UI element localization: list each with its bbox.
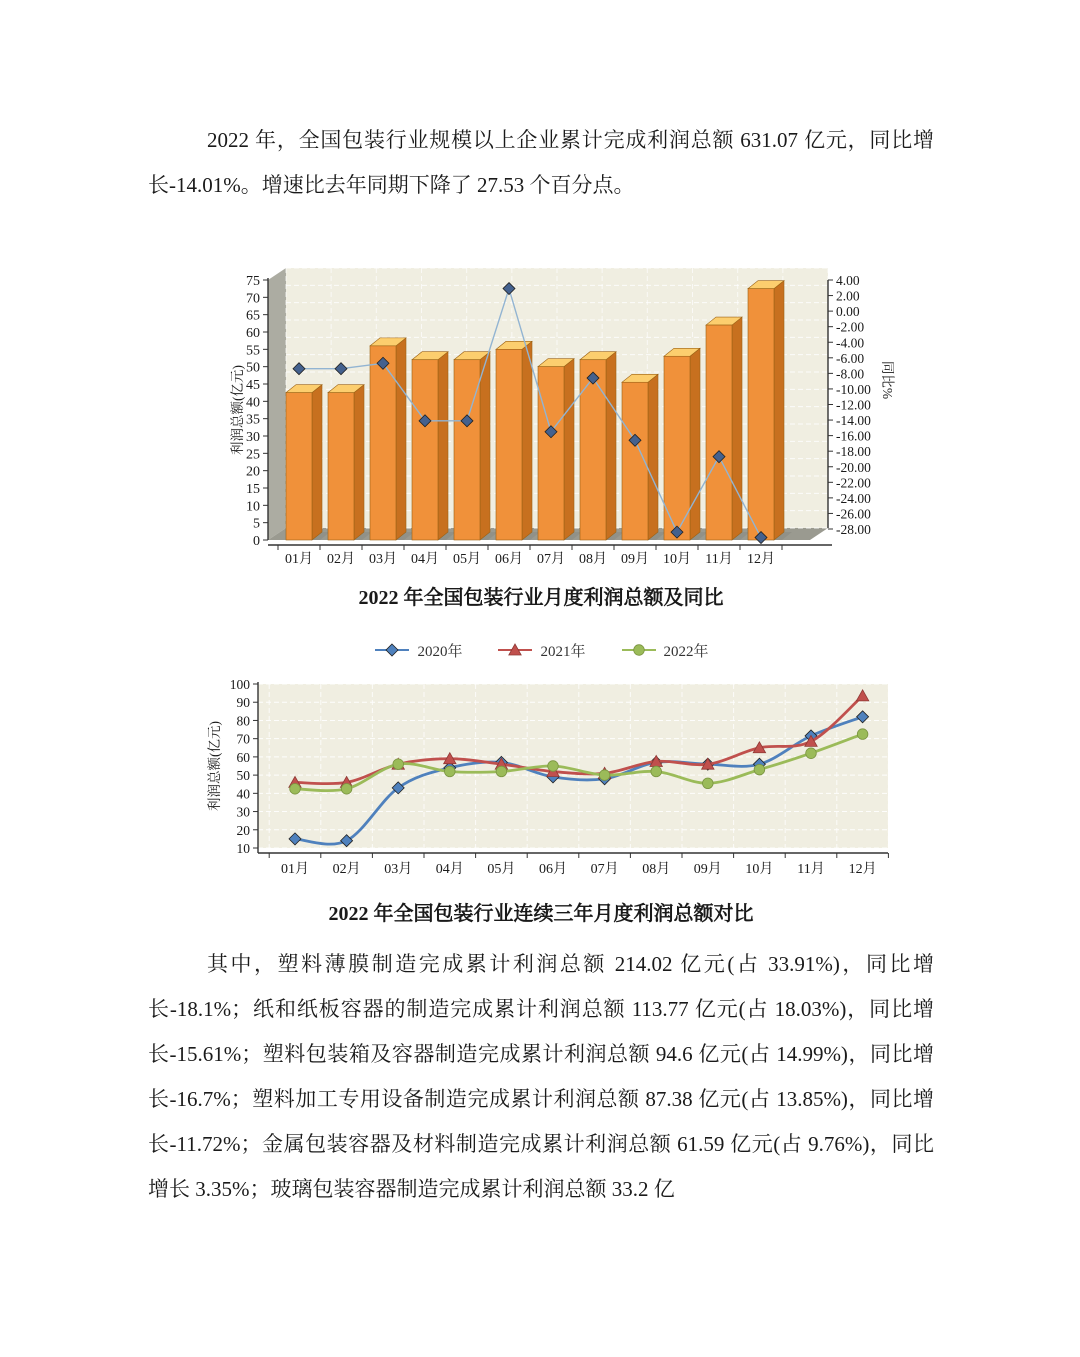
svg-text:70: 70 xyxy=(246,291,260,307)
svg-text:55: 55 xyxy=(246,343,260,359)
svg-text:10月: 10月 xyxy=(663,552,691,567)
chart2-tick-labels xyxy=(230,677,251,856)
chart1-left-axis-title: 利润总额(亿元) xyxy=(230,365,245,455)
legend-marker-2021-triangle-icon xyxy=(496,643,534,657)
point-2022年-04月 xyxy=(445,766,456,777)
bar-10月 xyxy=(664,348,700,540)
svg-text:02月: 02月 xyxy=(327,552,355,567)
svg-text:70: 70 xyxy=(236,731,250,747)
svg-text:30: 30 xyxy=(236,804,250,820)
bar-07月 xyxy=(538,359,574,540)
svg-text:02月: 02月 xyxy=(332,862,361,877)
chart1-right-axis-title: 同比% xyxy=(880,360,895,400)
svg-text:05月: 05月 xyxy=(453,552,481,567)
point-2022年-05月 xyxy=(496,766,507,777)
svg-text:15: 15 xyxy=(246,482,260,497)
left-wall xyxy=(268,268,286,540)
svg-text:04月: 04月 xyxy=(435,862,464,877)
svg-text:20: 20 xyxy=(246,464,260,480)
svg-text:4.00: 4.00 xyxy=(836,273,860,288)
chart1-right-tick-labels xyxy=(836,273,871,537)
chart2-month-labels xyxy=(281,861,877,877)
legend-item-2020 xyxy=(373,640,462,661)
svg-text:03月: 03月 xyxy=(384,862,413,877)
svg-text:03月: 03月 xyxy=(369,552,397,567)
svg-text:-14.00: -14.00 xyxy=(836,413,871,429)
svg-text:-4.00: -4.00 xyxy=(836,335,865,351)
svg-text:35: 35 xyxy=(246,412,260,428)
svg-text:12月: 12月 xyxy=(747,552,775,567)
svg-text:-28.00: -28.00 xyxy=(836,522,871,537)
intro-paragraph: 2022 年，全国包装行业规模以上企业累计完成利润总额 631.07 亿元，同比增长-14.01%。增速比去年同期下降了 27.53 个百分点。 xyxy=(148,128,934,197)
point-2022年-06月 xyxy=(548,761,559,772)
point-2022年-02月 xyxy=(341,783,352,794)
svg-text:04月: 04月 xyxy=(411,552,439,567)
bar-06月 xyxy=(496,341,532,540)
svg-text:-6.00: -6.00 xyxy=(836,350,865,366)
bar-03月 xyxy=(370,338,406,540)
svg-text:07月: 07月 xyxy=(590,862,619,877)
legend-label-2022: 2022年 xyxy=(663,643,709,660)
svg-text:-22.00: -22.00 xyxy=(836,475,871,491)
svg-text:30: 30 xyxy=(246,430,260,445)
bar-02月 xyxy=(328,385,364,540)
legend-item-2021 xyxy=(496,640,585,661)
legend-marker-2020-diamond-icon xyxy=(373,643,411,657)
svg-text:0: 0 xyxy=(253,534,260,549)
three-year-comparison-chart xyxy=(205,672,895,890)
point-2022年-01月 xyxy=(290,783,301,794)
chart2-legend xyxy=(148,637,934,663)
chart1-month-labels xyxy=(285,551,775,567)
svg-text:5: 5 xyxy=(253,516,260,532)
svg-text:60: 60 xyxy=(236,749,250,765)
svg-text:06月: 06月 xyxy=(539,862,567,877)
bar-11月 xyxy=(706,317,742,540)
svg-text:-24.00: -24.00 xyxy=(836,490,871,506)
svg-text:08月: 08月 xyxy=(642,862,671,877)
svg-text:40: 40 xyxy=(246,395,260,411)
chart1-left-tick-labels xyxy=(246,274,260,549)
legend-label-2020: 2020年 xyxy=(417,643,463,660)
legend-marker-2022-circle-icon xyxy=(620,643,658,657)
svg-text:-12.00: -12.00 xyxy=(836,397,871,413)
point-2022年-09月 xyxy=(703,778,714,789)
svg-text:-2.00: -2.00 xyxy=(836,319,865,335)
figure1-caption: 2022 年全国包装行业月度利润总额及同比 xyxy=(358,587,724,609)
point-2022年-12月 xyxy=(857,729,868,740)
svg-text:45: 45 xyxy=(246,378,260,393)
bar-08月 xyxy=(580,352,616,540)
report-content xyxy=(148,0,934,1212)
monthly-profit-and-yoy-chart xyxy=(228,258,900,576)
svg-text:-16.00: -16.00 xyxy=(836,428,871,444)
svg-text:-10.00: -10.00 xyxy=(836,381,871,397)
monthly-profit-figure xyxy=(228,258,900,576)
svg-text:01月: 01月 xyxy=(285,552,313,567)
svg-text:100: 100 xyxy=(229,677,250,692)
bar-09月 xyxy=(622,374,658,540)
svg-text:10月: 10月 xyxy=(745,862,774,877)
svg-text:80: 80 xyxy=(236,713,250,729)
bar-05月 xyxy=(454,352,490,540)
bar-04月 xyxy=(412,352,448,540)
three-year-comparison-figure xyxy=(205,672,895,890)
svg-text:-8.00: -8.00 xyxy=(836,366,865,382)
figure2-caption: 2022 年全国包装行业连续三年月度利润总额对比 xyxy=(328,903,754,925)
svg-text:65: 65 xyxy=(246,308,260,324)
svg-text:-20.00: -20.00 xyxy=(836,459,871,475)
bar-01月 xyxy=(286,385,322,540)
svg-text:0.00: 0.00 xyxy=(836,304,860,320)
svg-text:40: 40 xyxy=(236,786,250,802)
point-2022年-11月 xyxy=(806,748,817,759)
chart2-plot-area xyxy=(258,684,888,848)
svg-text:75: 75 xyxy=(246,274,260,289)
svg-text:11月: 11月 xyxy=(797,862,825,877)
point-2022年-08月 xyxy=(651,766,662,777)
svg-text:05月: 05月 xyxy=(487,862,516,877)
point-2022年-03月 xyxy=(393,759,404,770)
svg-text:-18.00: -18.00 xyxy=(836,444,871,460)
svg-text:60: 60 xyxy=(246,326,260,341)
svg-text:09月: 09月 xyxy=(693,862,722,877)
svg-text:50: 50 xyxy=(236,768,250,784)
bar-12月 xyxy=(748,281,784,540)
chart2-y-axis-title: 利润总额(亿元) xyxy=(207,721,222,811)
svg-text:90: 90 xyxy=(236,695,250,711)
svg-text:09月: 09月 xyxy=(621,552,649,567)
svg-text:06月: 06月 xyxy=(495,552,523,567)
svg-text:25: 25 xyxy=(246,447,260,463)
svg-text:50: 50 xyxy=(246,360,260,376)
svg-text:10: 10 xyxy=(236,841,250,856)
legend-label-2021: 2021年 xyxy=(540,643,586,660)
svg-text:08月: 08月 xyxy=(579,552,607,567)
svg-text:-26.00: -26.00 xyxy=(836,506,871,522)
svg-text:07月: 07月 xyxy=(537,552,565,567)
svg-text:01月: 01月 xyxy=(281,862,309,877)
point-2022年-07月 xyxy=(599,770,610,781)
svg-text:20: 20 xyxy=(236,822,250,838)
svg-text:11月: 11月 xyxy=(705,552,733,567)
legend-item-2022 xyxy=(620,640,709,661)
svg-text:12月: 12月 xyxy=(848,862,877,877)
detail-paragraph: 其中，塑料薄膜制造完成累计利润总额 214.02 亿元(占 33.91%)，同比增长-18.1%；纸和纸板容器的制造完成累计利润总额 113.77 亿元(占 18.03%)，同比增长-15.61%；塑料包装箱及容器制造完成累计利润总额 94.6 亿元(占 14.99%)，同比增长-16.7%；塑料加工专用设备制造完成累计利润总额 87.38 亿元(占 13.85%)，同比增长-11.72%；金属包装容器及材料制造完成累计利润总额 61.59 亿元(占 9.76%)，同比增长 3.35%；玻璃包装容器制造完成累计利润总额 33.2 亿 xyxy=(148,952,934,1201)
point-2022年-10月 xyxy=(754,764,765,775)
svg-text:10: 10 xyxy=(246,499,260,515)
svg-text:2.00: 2.00 xyxy=(836,288,860,304)
